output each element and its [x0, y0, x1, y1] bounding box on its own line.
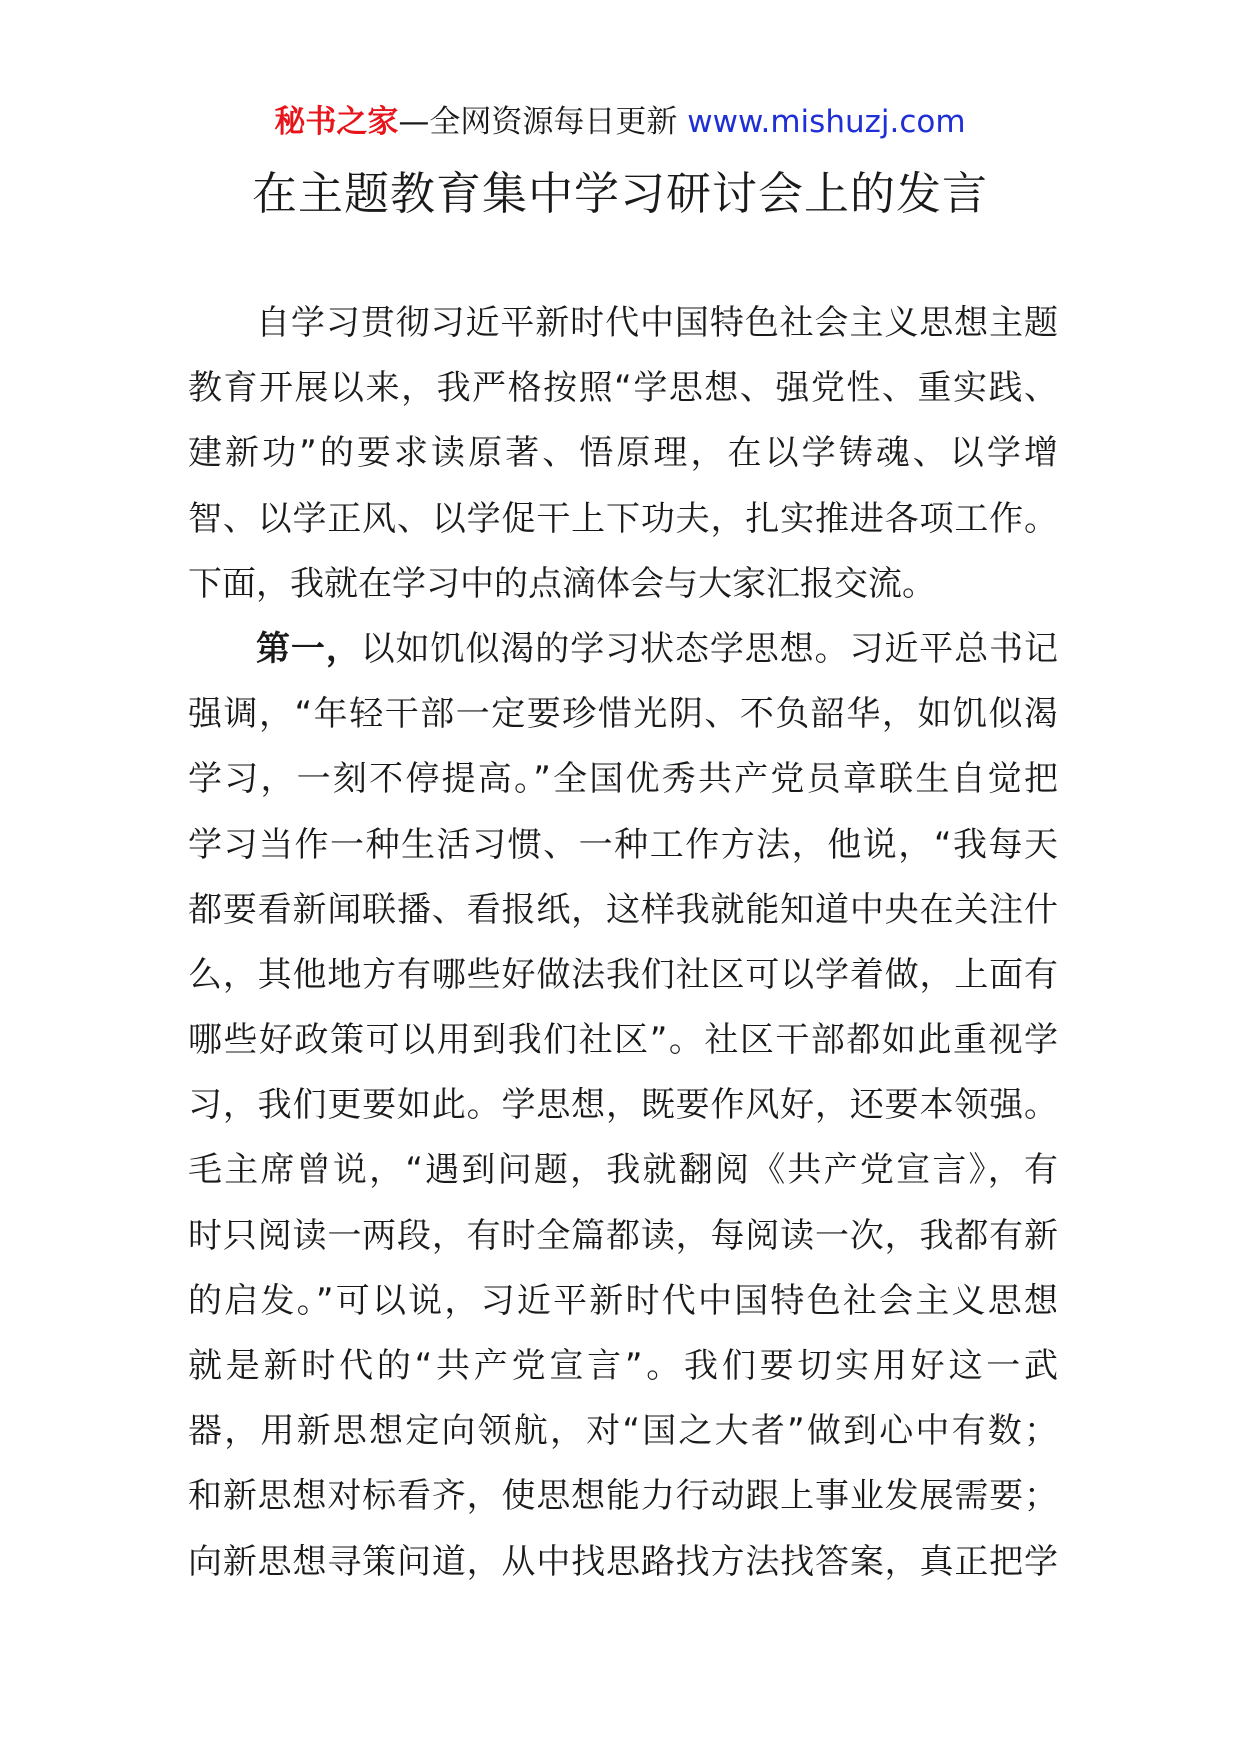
- paragraph-1-line: 自学习贯彻习近平新时代中国特色社会主义思想主题: [256, 303, 1058, 343]
- paragraph-2-line: 哪些好政策可以用到我们社区”。社区干部都如此重视学: [188, 1020, 1058, 1061]
- paragraph-2-line: 么，其他地方有哪些好做法我们社区可以学着做，上面有: [188, 954, 1058, 995]
- paragraph-1-line: 智、以学正风、以学促干上下功夫，扎实推进各项工作。: [188, 498, 1058, 539]
- paragraph-1-line: 下面，我就在学习中的点滴体会与大家汇报交流。: [188, 563, 936, 604]
- document-title: 在主题教育集中学习研讨会上的发言: [251, 167, 988, 220]
- document-body: [188, 291, 1058, 1595]
- paragraph-1-line: 教育开展以来，我严格按照“学思想、强党性、重实践、: [188, 368, 1058, 409]
- paragraph-2-first-line-rest: 以如饥似渴的学习状态学思想。习近平总书记: [360, 628, 1058, 669]
- paragraph-2-line: 时只阅读一两段，有时全篇都读，每阅读一次，我都有新: [188, 1215, 1058, 1256]
- paragraph-2-lead: 第一，: [256, 628, 361, 669]
- paragraph-2-line: 习，我们更要如此。学思想，既要作风好，还要本领强。: [188, 1085, 1058, 1126]
- paragraph-2-line: 的启发。”可以说，习近平新时代中国特色社会主义思想: [188, 1280, 1058, 1321]
- paragraph-1-line: 建新功”的要求读原著、悟原理，在以学铸魂、以学增: [188, 433, 1058, 474]
- site-url[interactable]: www.mishuzj.com: [687, 104, 966, 140]
- paragraph-2-first-line: [188, 617, 1058, 682]
- paragraph-2-line: 就是新时代的“共产党宣言”。我们要切实用好这一武: [188, 1346, 1058, 1386]
- paragraph-2-line: 向新思想寻策问道，从中找思路找方法找答案，真正把学: [188, 1541, 1058, 1582]
- paragraph-2-line: 学习，一刻不停提高。”全国优秀共产党员章联生自觉把: [188, 759, 1058, 800]
- paragraph-2-line: 毛主席曾说，“遇到问题，我就翻阅《共产党宣言》，有: [188, 1150, 1058, 1191]
- header-slogan: —全网资源每日更新: [398, 104, 678, 140]
- paragraph-2-line: 都要看新闻联播、看报纸，这样我就能知道中央在关注什: [188, 889, 1058, 930]
- paragraph-2-line: 学习当作一种生活习惯、一种工作方法，他说，“我每天: [188, 824, 1058, 865]
- paragraph-2-line: 器，用新思想定向领航，对“国之大者”做到心中有数；: [188, 1411, 1058, 1452]
- site-header: [0, 102, 1240, 142]
- paragraph-2-line: 强调，“年轻干部一定要珍惜光阴、不负韶华，如饥似渴: [188, 694, 1058, 735]
- brand-name: 秘书之家: [274, 104, 399, 140]
- paragraph-2-line: 和新思想对标看齐，使思想能力行动跟上事业发展需要；: [188, 1476, 1058, 1517]
